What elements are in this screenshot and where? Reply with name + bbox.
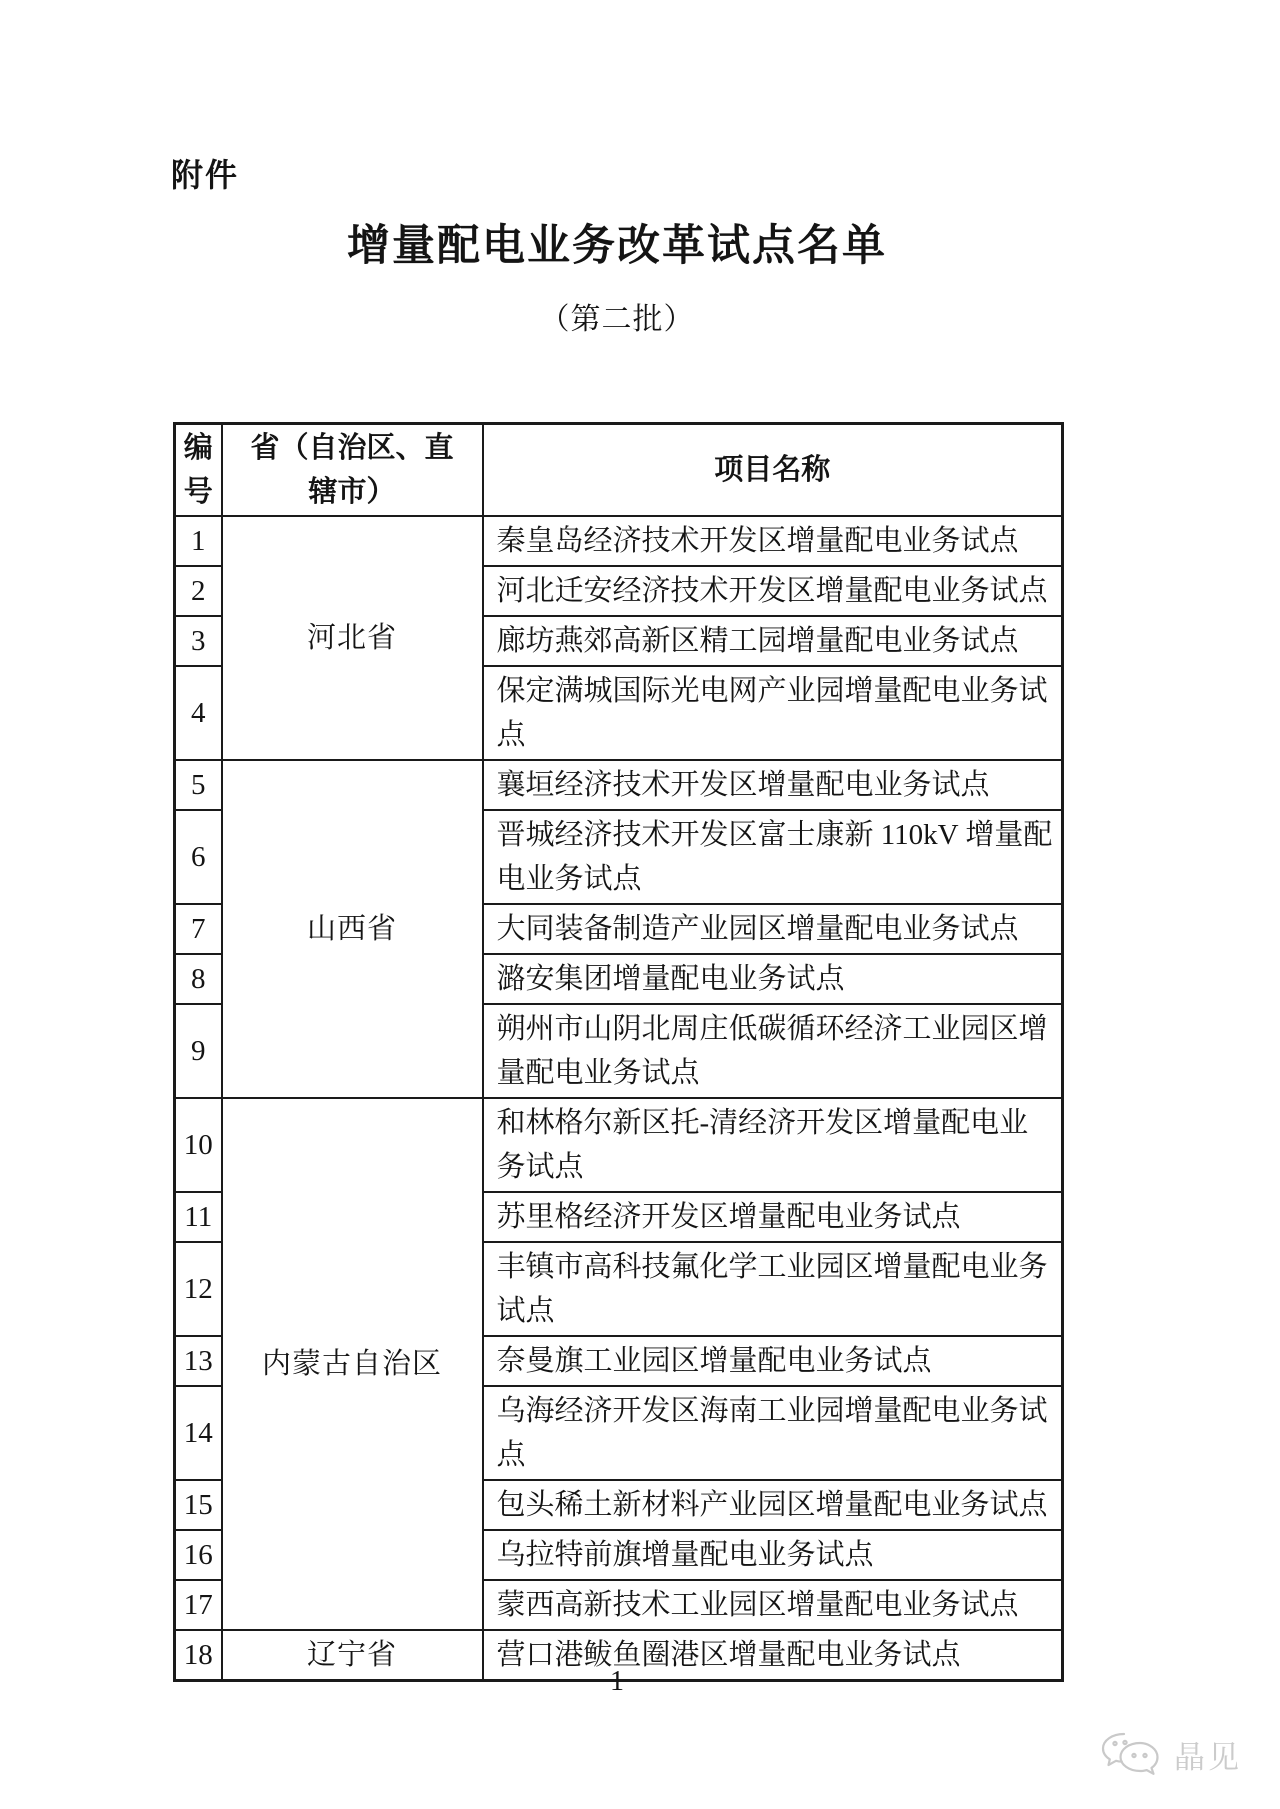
project-cell: 包头稀土新材料产业园区增量配电业务试点 — [483, 1480, 1063, 1530]
row-number-cell: 4 — [175, 666, 222, 760]
project-cell: 保定满城国际光电网产业园增量配电业务试点 — [483, 666, 1063, 760]
row-number-cell: 8 — [175, 954, 222, 1004]
project-cell: 廊坊燕郊高新区精工园增量配电业务试点 — [483, 616, 1063, 666]
table-row — [175, 516, 1063, 566]
row-number-cell: 11 — [175, 1192, 222, 1242]
project-cell: 乌拉特前旗增量配电业务试点 — [483, 1530, 1063, 1580]
row-number-cell: 12 — [175, 1242, 222, 1336]
project-cell: 大同装备制造产业园区增量配电业务试点 — [483, 904, 1063, 954]
page-title: 增量配电业务改革试点名单 — [347, 223, 887, 270]
project-cell: 朔州市山阴北周庄低碳循环经济工业园区增量配电业务试点 — [483, 1004, 1063, 1098]
watermark-label: 晶见 — [1174, 1739, 1242, 1775]
project-cell: 丰镇市高科技氟化学工业园区增量配电业务试点 — [483, 1242, 1063, 1336]
table-row — [175, 760, 1063, 810]
province-cell-liaoning: 辽宁省 — [222, 1630, 483, 1681]
province-cell-shanxi: 山西省 — [222, 760, 483, 1098]
project-cell: 河北迁安经济技术开发区增量配电业务试点 — [483, 566, 1063, 616]
row-number-cell: 16 — [175, 1530, 222, 1580]
project-cell: 营口港鲅鱼圈港区增量配电业务试点 — [483, 1630, 1063, 1681]
row-number-cell: 15 — [175, 1480, 222, 1530]
row-number-cell: 13 — [175, 1336, 222, 1386]
row-number-cell: 10 — [175, 1098, 222, 1192]
province-cell-neimenggu: 内蒙古自治区 — [222, 1098, 483, 1630]
table-header-row — [175, 424, 1063, 516]
project-cell: 秦皇岛经济技术开发区增量配电业务试点 — [483, 516, 1063, 566]
attachment-label: 附件 — [171, 157, 240, 193]
row-number-cell: 5 — [175, 760, 222, 810]
header-project: 项目名称 — [483, 424, 1063, 516]
project-cell: 潞安集团增量配电业务试点 — [483, 954, 1063, 1004]
wechat-logo-icon — [1100, 1731, 1162, 1777]
row-number-cell: 17 — [175, 1580, 222, 1630]
row-number-cell: 9 — [175, 1004, 222, 1098]
row-number-cell: 18 — [175, 1630, 222, 1681]
project-cell: 和林格尔新区托-清经济开发区增量配电业务试点 — [483, 1098, 1063, 1192]
row-number-cell: 1 — [175, 516, 222, 566]
pilot-project-table — [173, 422, 1064, 1682]
page-number: 1 — [610, 1666, 624, 1697]
watermark — [1100, 1731, 1242, 1777]
header-province: 省（自治区、直辖市） — [222, 424, 483, 516]
project-cell: 乌海经济开发区海南工业园增量配电业务试点 — [483, 1386, 1063, 1480]
table-row — [175, 1098, 1063, 1192]
province-cell-hebei: 河北省 — [222, 516, 483, 760]
project-cell: 蒙西高新技术工业园区增量配电业务试点 — [483, 1580, 1063, 1630]
project-cell: 奈曼旗工业园区增量配电业务试点 — [483, 1336, 1063, 1386]
row-number-cell: 3 — [175, 616, 222, 666]
project-cell: 苏里格经济开发区增量配电业务试点 — [483, 1192, 1063, 1242]
row-number-cell: 6 — [175, 810, 222, 904]
page-subtitle: （第二批） — [539, 303, 695, 336]
project-cell: 晋城经济技术开发区富士康新 110kV 增量配电业务试点 — [483, 810, 1063, 904]
header-number: 编号 — [175, 424, 222, 516]
row-number-cell: 7 — [175, 904, 222, 954]
project-cell: 襄垣经济技术开发区增量配电业务试点 — [483, 760, 1063, 810]
row-number-cell: 14 — [175, 1386, 222, 1480]
row-number-cell: 2 — [175, 566, 222, 616]
